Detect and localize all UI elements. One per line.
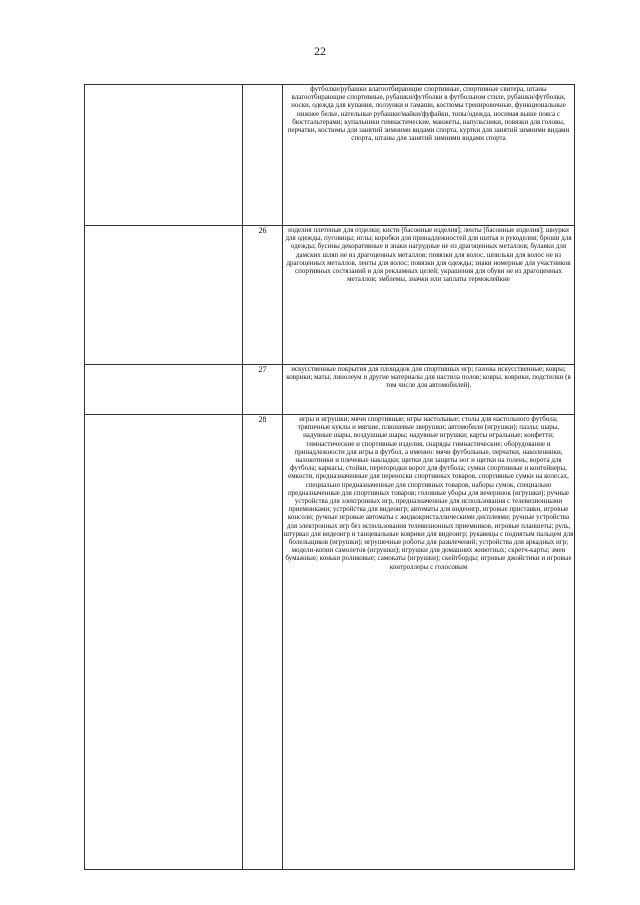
table-row bbox=[85, 415, 575, 870]
class-number: 26 bbox=[243, 226, 283, 365]
empty-cell bbox=[85, 85, 243, 226]
empty-cell bbox=[85, 365, 243, 415]
class-number: 28 bbox=[243, 415, 283, 870]
goods-description: изделия плетеные для отделки; кисти [басонные изделия]; ленты [басонные изделия]; шнурки для одежды, пуговицы; иглы; коробки для принадлежностей для шитья и рукоделия; броши для одежды; бусины декоративные и знаки нагрудные не из драгоценных металлов; булавки для дамских шляп не из драгоценных металлов; повязки для волос, шпильки для волос не из драгоценных металлов, ленты для волос; повязки для одежды; знаки номерные для участников спортивных состязаний и для рекламных целей; украшения для обуви не из драгоценных металлов; эмблемы, значки или заплаты термоклейкие bbox=[283, 226, 575, 365]
goods-description: игры и игрушки; мячи спортивные; игры настольные; столы для настольного футбола; тряпичные куклы и мягкие, плюшевые зверушки; автомобили (игрушки); пазлы; шары, надувные шары, воздушные шары; надувные игрушки; карты игральные; конфетти; гимнастические и спортивные изделия, снаряды гимнастические; оборудование и принадлежности для игры в футбол, а именно: мячи футбольные, перчатки, наколенники, налокотники и плечевые накладки; щитки для защиты ног и щитки на голень; ворота для футбола; каркасы, стойки, перегородки ворот для футбола; сумки спортивные и контейнеры, емкости, предназначенные для переноски спортивных товаров, спортивные сумки на колесах, специально предназначенные для спортивных товаров, наборы сумок, специально предназначенные для спортивных товаров; головные уборы для вечеринок (игрушки); ручные устройства для электронных игр, предназначенные для использования с телевизионными приемниками; устройства для видеоигр; автоматы для видеоигр, игровые приставки, игровые консоли; ручные игровые автоматы с жидкокристаллическими дисплеями; ручные устройства для электронных игр без использования телевизионных приемников, игровые планшеты; руль, штурвал для видеоигр и танцевальные коврики для видеоигр; рукавицы с поднятым пальцем для болельщиков (игрушки); игрушечные роботы для развлечений; устройства для аркадных игр; модели-копии самолетов (игрушки); игрушки для домашних животных; скретч-карты; змеи бумажные; коньки роликовые; самокаты (игрушки); скейтборды; игровые джойстики и игровые контроллеры с голосовым bbox=[283, 415, 575, 870]
class-number: 27 bbox=[243, 365, 283, 415]
table-row bbox=[85, 226, 575, 365]
table-row bbox=[85, 85, 575, 226]
empty-cell bbox=[85, 415, 243, 870]
table-row bbox=[85, 365, 575, 415]
class-number bbox=[243, 85, 283, 226]
empty-cell bbox=[85, 226, 243, 365]
goods-description: футболки/рубашки влагоотбирающие спортивные, спортивные свитера, штаны влагоотбирающие спортивные, рубашки/футболки в футбольном стиле, рубашки/футболки, носки, одежда для купания, ползунки и гамаши, костюмы тренировочные, функциональные нижнее белье, нательные рубашки/майки/фуфайки, топы/одежда, носимая выше пояса с бюстгальтерами; купальники гимнастические, манжеты, напульсники, повязки для головы, перчатки, костюмы для занятий зимними видами спорта, куртки для занятий зимними видами спорта, штаны для занятий зимними видами спорта bbox=[283, 85, 575, 226]
goods-description: искусственные покрытия для площадок для спортивных игр; газоны искусственные; ковры; коврики; маты; линолеум и другие материалы для настила полов; ковры, коврики, подстилки (в том числе для автомобилей). bbox=[283, 365, 575, 415]
goods-classes-table bbox=[84, 84, 575, 870]
page-number: 22 bbox=[314, 44, 326, 58]
